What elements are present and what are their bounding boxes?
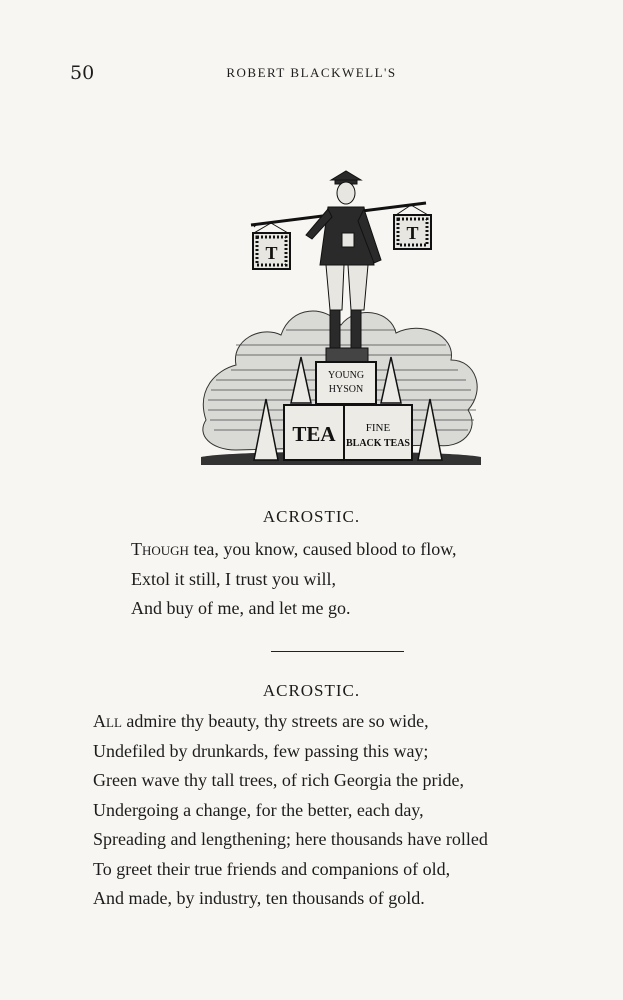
line-text: To greet their true friends and companions of old, <box>93 858 451 879</box>
poem-line <box>93 796 488 826</box>
poem-line <box>93 737 488 767</box>
tea-vendor-illustration <box>196 165 486 485</box>
acrostic-1-poem <box>131 535 457 624</box>
poem-line <box>93 884 488 914</box>
line-text: And buy of me, and let me go. <box>131 598 351 618</box>
poem-line <box>131 535 457 565</box>
line-text: Undergoing a change, for the better, each day, <box>93 799 424 820</box>
tea-chest-right-line-2: BLACK TEAS <box>345 438 411 449</box>
line-text: Undefiled by drunkards, few passing this way; <box>93 740 429 761</box>
line-text: tea, you know, caused blood to flow, <box>188 539 457 559</box>
line-text: admire thy beauty, thy streets are so wide, <box>121 711 429 731</box>
tea-chest-top-line-1: YOUNG <box>327 370 365 381</box>
tea-chest-right <box>344 405 412 460</box>
poem-line <box>93 855 488 885</box>
hanging-box-left-letter: T <box>265 243 278 263</box>
tea-chest-left-label: TEA <box>292 422 336 446</box>
first-word: All <box>93 711 122 731</box>
section-divider <box>271 651 404 652</box>
hanging-box-right-letter: T <box>406 223 419 243</box>
hanging-box-left <box>253 233 290 269</box>
acrostic-1-title: ACROSTIC. <box>262 507 361 526</box>
line-text: Green wave thy tall trees, of rich Georgia the pride, <box>93 770 465 790</box>
tea-chest-top-line-2: HYSON <box>328 384 364 395</box>
line-text: Extol it still, I trust you will, <box>131 568 337 589</box>
tea-chest-right-line-1: FINE <box>365 422 391 434</box>
line-text: And made, by industry, ten thousands of gold. <box>93 888 425 908</box>
tea-chest-left <box>284 405 344 460</box>
poem-line <box>93 766 488 796</box>
running-head: ROBERT BLACKWELL'S <box>226 65 397 80</box>
page-number: 50 <box>70 62 95 84</box>
poem-line <box>131 565 457 595</box>
poem-line <box>93 825 488 855</box>
poem-line <box>93 707 488 737</box>
acrostic-2-poem <box>93 707 488 914</box>
line-text: Spreading and lengthening; here thousands have rolled <box>93 829 488 849</box>
poem-line <box>131 594 457 624</box>
acrostic-2-title: ACROSTIC. <box>262 681 361 700</box>
first-word: Though <box>131 539 189 559</box>
hanging-box-right <box>394 215 431 249</box>
